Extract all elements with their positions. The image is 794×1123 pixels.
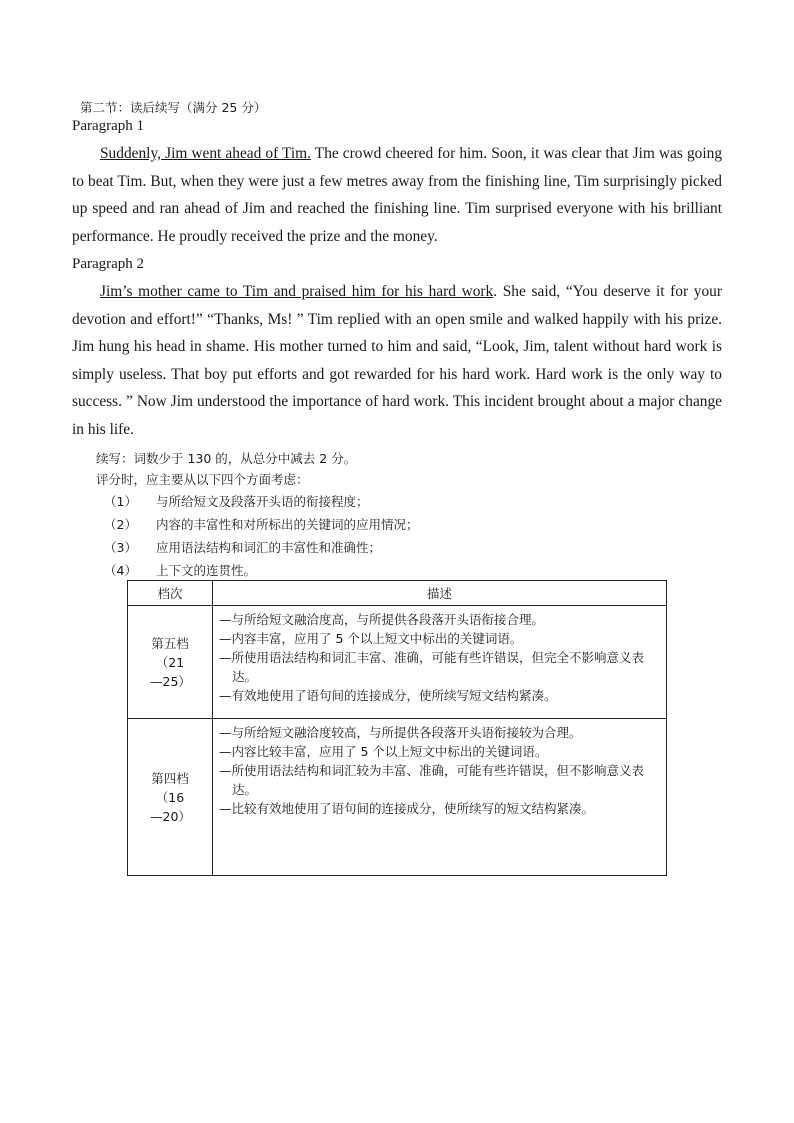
description-line: —所使用语法结构和词汇较为丰富、准确，可能有些许错误，但不影响意义表达。 xyxy=(219,763,645,797)
band-name: 第五档 xyxy=(151,635,189,651)
paragraph-1-label: Paragraph 1 xyxy=(72,118,145,134)
band-range: （21—25） xyxy=(150,654,191,689)
description-line: —所使用语法结构和词汇丰富、准确，可能有些许错误，但完全不影响意义表达。 xyxy=(219,650,645,684)
criteria-intro: 评分时，应主要从以下四个方面考虑： xyxy=(96,472,309,487)
description-line: —内容比较丰富，应用了 5 个以上短文中标出的关键词语。 xyxy=(219,744,548,759)
description-line: —有效地使用了语句间的连接成分，使所续写短文结构紧凑。 xyxy=(219,688,557,703)
table-header-description: 描述 xyxy=(213,581,667,606)
table-header-row xyxy=(128,581,667,606)
criterion-number: （4） xyxy=(104,563,137,578)
section-title: 第二节：读后续写（满分 25 分） xyxy=(80,100,267,115)
paragraph-1-opening: Suddenly, Jim went ahead of Tim. xyxy=(100,145,311,162)
table-row xyxy=(128,606,667,719)
band-cell xyxy=(128,606,213,719)
grading-table xyxy=(127,580,667,876)
paragraph-2-body: . She said, “You deserve it for your devotion and effort!” “Thanks, Ms! ” Tim replied with an open smile and walked happily with his prize. Jim hung his head in shame. His mother turned to him and said, “Look, Jim, talent without hard work is simply useless. That boy put efforts and got rewarded for his hard work. Hard work is the only way to success. ” Now Jim understood the importance of hard work. This incident brought about a major change in his life. xyxy=(72,283,722,438)
description-cell xyxy=(213,606,667,719)
description-line: —与所给短文融洽度高，与所提供各段落开头语衔接合理。 xyxy=(219,612,545,627)
criterion-number: （3） xyxy=(104,540,137,555)
paragraph-1-body: The crowd cheered for him. Soon, it was clear that Jim was going to beat Tim. But, when they were just a few metres away from the finishing line, Tim surprisingly picked up speed and ran ahead of Jim and reached the finishing line. Tim surprised everyone with his brilliant performance. He proudly received the prize and the money. xyxy=(72,145,723,245)
description-cell xyxy=(213,719,667,876)
description-line: —与所给短文融洽度较高，与所提供各段落开头语衔接较为合理。 xyxy=(219,725,582,740)
paragraph-1-text xyxy=(72,140,722,250)
band-name: 第四档 xyxy=(151,770,189,786)
paragraph-2-label: Paragraph 2 xyxy=(72,256,145,272)
band-range: （16—20） xyxy=(150,789,191,824)
band-cell xyxy=(128,719,213,876)
paragraph-2-text xyxy=(72,278,722,444)
description-line: —比较有效地使用了语句间的连接成分，使所续写的短文结构紧凑。 xyxy=(219,801,595,816)
criterion-text: 上下文的连贯性。 xyxy=(156,563,257,578)
criterion-number: （2） xyxy=(104,517,137,532)
criterion-number: （1） xyxy=(104,494,137,509)
paragraph-2-opening: Jim’s mother came to Tim and praised him for his hard work xyxy=(100,283,494,300)
word-limit-note: 续写：词数少于 130 的，从总分中减去 2 分。 xyxy=(96,451,357,466)
criterion-text: 内容的丰富性和对所标出的关键词的应用情况； xyxy=(156,517,419,532)
criterion-text: 与所给短文及段落开头语的衔接程度； xyxy=(156,494,369,509)
description-line: —内容丰富，应用了 5 个以上短文中标出的关键词语。 xyxy=(219,631,523,646)
criterion-text: 应用语法结构和词汇的丰富性和准确性； xyxy=(156,540,382,555)
table-header-band: 档次 xyxy=(128,581,213,606)
table-row xyxy=(128,719,667,876)
